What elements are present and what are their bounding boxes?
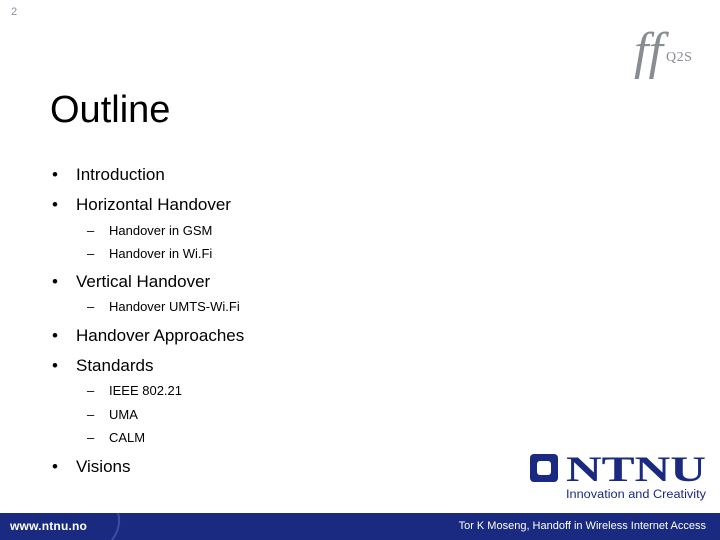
q2s-logo-mark: ff: [634, 23, 663, 80]
ntnu-logo-tagline: Innovation and Creativity: [566, 489, 707, 501]
list-item-label: Vertical Handover: [76, 272, 211, 291]
dash-marker: –: [87, 407, 95, 422]
sub-list-item-label: CALM: [109, 430, 146, 445]
footer-credit: Tor K Moseng, Handoff in Wireless Internet Access: [458, 520, 706, 532]
sub-list-item-label: Handover in Wi.Fi: [109, 246, 213, 261]
list-item-label: Introduction: [76, 165, 165, 184]
ntnu-logo: [528, 448, 710, 508]
sub-list-item-label: IEEE 802.21: [109, 383, 182, 398]
bullet-marker: •: [52, 195, 58, 214]
slide-number: 2: [11, 6, 18, 18]
list-item-label: Handover Approaches: [76, 326, 245, 345]
footer-url[interactable]: www.ntnu.no: [10, 519, 88, 533]
ntnu-logo-name: NTNU: [566, 449, 706, 489]
bullet-marker: •: [52, 272, 58, 291]
ntnu-logo-square-inner: [537, 461, 551, 475]
dash-marker: –: [87, 430, 95, 445]
dash-marker: –: [87, 246, 95, 261]
list-item-label: Visions: [76, 457, 131, 476]
bullet-marker: •: [52, 165, 58, 184]
bullet-marker: •: [52, 356, 58, 375]
dash-marker: –: [87, 299, 95, 314]
footer-bar: [0, 513, 720, 540]
dash-marker: –: [87, 223, 95, 238]
dash-marker: –: [87, 383, 95, 398]
sub-list-item-label: Handover UMTS-Wi.Fi: [109, 299, 240, 314]
sub-list-item-label: Handover in GSM: [109, 223, 213, 238]
page-title: Outline: [50, 89, 171, 132]
footer-decoration: [100, 513, 180, 540]
sub-list-item-label: UMA: [109, 407, 138, 422]
list-item-label: Horizontal Handover: [76, 195, 231, 214]
q2s-logo-text: Q2S: [666, 50, 693, 65]
bullet-marker: •: [52, 326, 58, 345]
list-item-label: Standards: [76, 356, 154, 375]
bullet-marker: •: [52, 457, 58, 476]
